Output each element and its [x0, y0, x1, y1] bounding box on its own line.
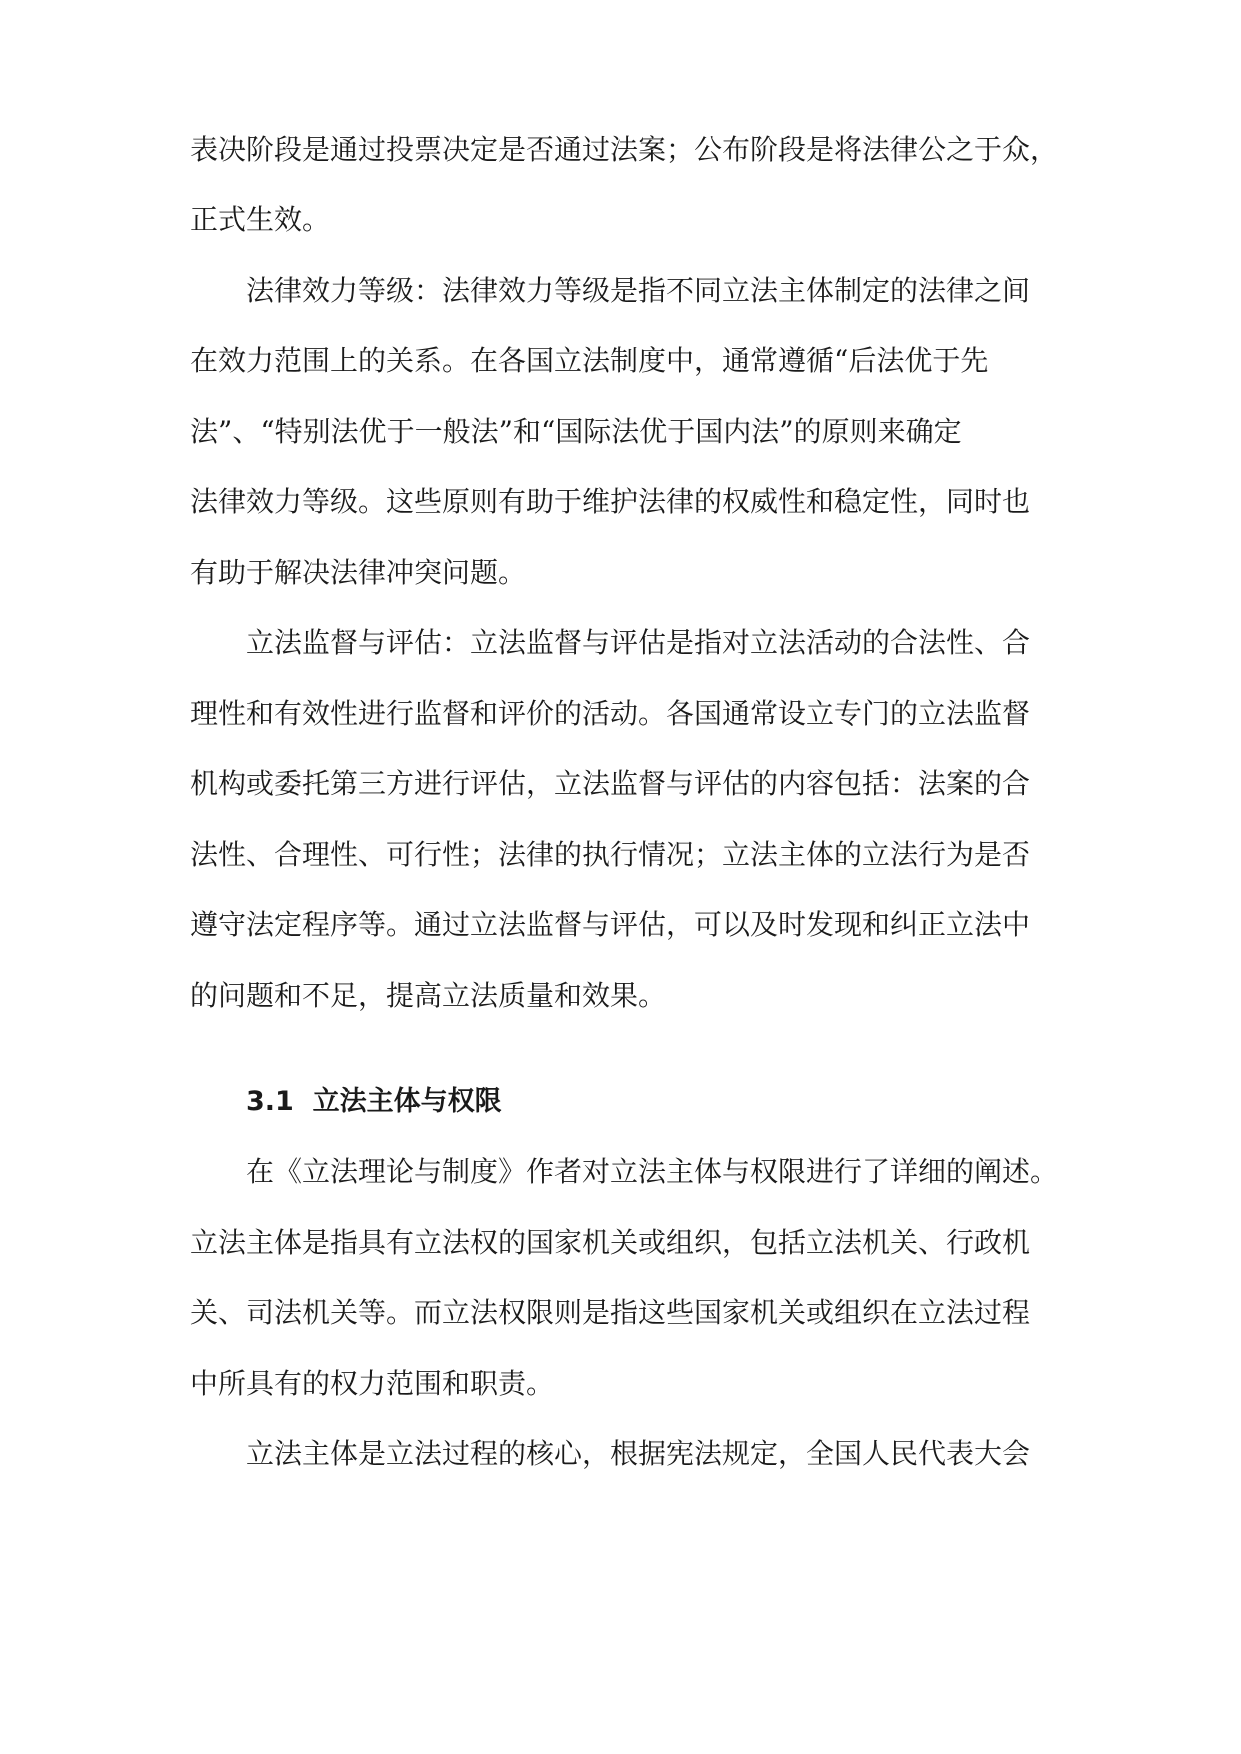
text-line: 立法监督与评估：立法监督与评估是指对立法活动的合法性、合: [246, 626, 1031, 659]
text-line: 在效力范围上的关系。在各国立法制度中，通常遵循“后法优于先: [190, 344, 989, 377]
text-line: 立法主体是立法过程的核心，根据宪法规定，全国人民代表大会: [246, 1437, 1031, 1470]
text-line: 理性和有效性进行监督和评价的活动。各国通常设立专门的立法监督: [190, 697, 1031, 730]
text-line: 立法主体是指具有立法权的国家机关或组织，包括立法机关、行政机: [190, 1226, 1031, 1259]
text-line: 有助于解决法律冲突问题。: [190, 556, 527, 589]
text-line: 法”、“特别法优于一般法”和“国际法优于国内法”的原则来确定: [190, 415, 962, 448]
text-line: 法律效力等级。这些原则有助于维护法律的权威性和稳定性，同时也: [190, 485, 1031, 518]
section-title: 立法主体与权限: [312, 1086, 502, 1117]
text-line: 遵守法定程序等。通过立法监督与评估，可以及时发现和纠正立法中: [190, 908, 1031, 941]
text-line: 在《立法理论与制度》作者对立法主体与权限进行了详细的阐述。: [246, 1155, 1059, 1188]
text-line: 关、司法机关等。而立法权限则是指这些国家机关或组织在立法过程: [190, 1296, 1031, 1329]
text-line: 法律效力等级：法律效力等级是指不同立法主体制定的法律之间: [246, 274, 1031, 307]
text-line: 正式生效。: [190, 203, 331, 236]
text-line: 的问题和不足，提高立法质量和效果。: [190, 979, 667, 1012]
text-line: 表决阶段是通过投票决定是否通过法案；公布阶段是将法律公之于众，: [190, 133, 1059, 166]
text-line: 法性、合理性、可行性；法律的执行情况；立法主体的立法行为是否: [190, 838, 1031, 871]
text-line: 机构或委托第三方进行评估，立法监督与评估的内容包括：法案的合: [190, 767, 1031, 800]
text-line: 中所具有的权力范围和职责。: [190, 1367, 555, 1400]
section-number: 3.1: [246, 1086, 294, 1117]
section-heading: [246, 1082, 502, 1122]
